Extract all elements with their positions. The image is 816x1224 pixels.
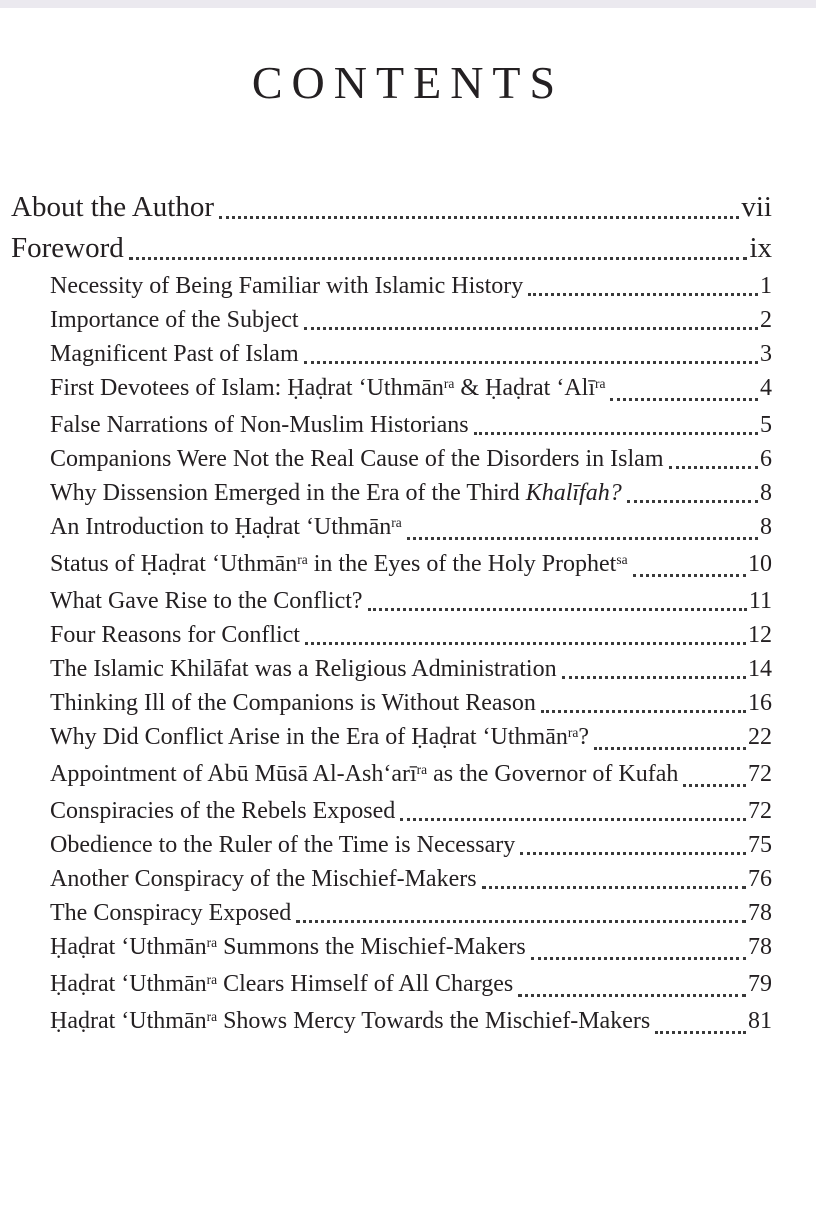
toc-entry xyxy=(50,967,772,1004)
toc-entry-label: An Introduction to Ḥaḍrat ‘Uthmān$^{ra}$ xyxy=(50,514,402,540)
dot-leader xyxy=(482,886,746,889)
superscript-honorific: sa xyxy=(616,552,628,568)
toc-entry xyxy=(50,828,772,862)
page-title: CONTENTS xyxy=(251,57,565,108)
dot-leader xyxy=(528,293,758,296)
dot-leader xyxy=(304,361,758,364)
toc-entry xyxy=(50,269,772,303)
toc-entry-label: Importance of the Subject xyxy=(50,307,299,333)
toc-entry-page: 78 xyxy=(748,900,772,926)
toc-entry xyxy=(50,618,772,652)
superscript-honorific: ra xyxy=(206,1009,218,1025)
toc-entry xyxy=(11,228,772,269)
toc-entry xyxy=(50,757,772,794)
toc-entry-label: Another Conspiracy of the Mischief-Makers xyxy=(50,866,477,892)
dot-leader xyxy=(400,818,746,821)
toc-entry-label: Necessity of Being Familiar with Islamic History xyxy=(50,273,524,299)
dot-leader xyxy=(627,500,758,503)
toc-entry-label: About the Author xyxy=(11,191,214,223)
dot-leader xyxy=(594,747,746,750)
toc-entry xyxy=(50,930,772,967)
superscript-honorific: ra xyxy=(391,515,402,531)
dot-leader xyxy=(129,257,748,260)
toc-entry xyxy=(50,476,772,510)
dot-leader xyxy=(304,327,758,330)
toc-entry-page: ix xyxy=(749,232,772,264)
toc-entry xyxy=(50,547,772,584)
toc-entry-label: Thinking Ill of the Companions is Without Reason xyxy=(50,690,536,716)
toc-entry-page: 5 xyxy=(760,412,772,438)
dot-leader xyxy=(368,608,747,611)
toc-entry-page: 76 xyxy=(748,866,772,892)
toc-entry-label: What Gave Rise to the Conflict? xyxy=(50,588,363,614)
toc-entry-page: 1 xyxy=(760,273,772,299)
toc-entry-page: 81 xyxy=(748,1008,772,1034)
dot-leader xyxy=(520,852,746,855)
superscript-honorific: ra xyxy=(206,972,218,988)
toc-entry xyxy=(50,1004,772,1041)
toc-entry xyxy=(50,896,772,930)
toc-entry-page: vii xyxy=(741,191,772,223)
toc-entry-label: Why Dissension Emerged in the Era of the Third Khalīfah? xyxy=(50,480,622,506)
dot-leader xyxy=(305,642,746,645)
toc-entry-page: 16 xyxy=(748,690,772,716)
toc-entry-label: Appointment of Abū Mūsā Al-Ash‘arī$^{ra}$ as the Governor of Kufah xyxy=(50,761,679,787)
toc-entry-page: 4 xyxy=(760,375,772,401)
toc-entry xyxy=(50,371,772,408)
toc-entry-page: 72 xyxy=(748,798,772,824)
toc-entry-page: 22 xyxy=(748,724,772,750)
toc-entry-label: Ḥaḍrat ‘Uthmān$^{ra}$ Clears Himself of All Charges xyxy=(50,971,514,997)
toc-entry-page: 2 xyxy=(760,307,772,333)
toc-entry-label: Obedience to the Ruler of the Time is Necessary xyxy=(50,832,516,858)
toc-entry-page: 78 xyxy=(748,934,772,960)
toc-entry-label: Ḥaḍrat ‘Uthmān$^{ra}$ Shows Mercy Towards the Mischief-Makers xyxy=(50,1008,651,1034)
toc-entry-page: 10 xyxy=(748,551,772,577)
superscript-honorific: ra xyxy=(594,376,606,392)
toc-entry-page: 79 xyxy=(748,971,772,997)
superscript-honorific: ra xyxy=(206,935,218,951)
dot-leader xyxy=(655,1031,746,1034)
toc-entry xyxy=(50,442,772,476)
toc-entry-label: Foreword xyxy=(11,232,124,264)
toc-entry-label: Ḥaḍrat ‘Uthmān$^{ra}$ Summons the Mischief-Makers xyxy=(50,934,526,960)
toc-entry-page: 75 xyxy=(748,832,772,858)
superscript-honorific: ra xyxy=(567,725,579,741)
dot-leader xyxy=(541,710,746,713)
toc-list xyxy=(11,187,772,1041)
dot-leader xyxy=(219,216,739,219)
toc-entry-page: 6 xyxy=(760,446,772,472)
toc-entry-label: Four Reasons for Conflict xyxy=(50,622,300,648)
toc-entry xyxy=(50,303,772,337)
toc-entry-label: Companions Were Not the Real Cause of the Disorders in Islam xyxy=(50,446,664,472)
scan-edge-band xyxy=(0,0,816,8)
toc-entry-label: Conspiracies of the Rebels Exposed xyxy=(50,798,396,824)
superscript-honorific: ra xyxy=(416,762,428,778)
dot-leader xyxy=(474,432,758,435)
toc-entry-page: 14 xyxy=(748,656,772,682)
superscript-honorific: ra xyxy=(297,552,308,568)
dot-leader xyxy=(633,574,746,577)
toc-entry-label: Status of Ḥaḍrat ‘Uthmān$^{ra}$ in the Eyes of the Holy Prophet$^{sa}$ xyxy=(50,551,628,577)
dot-leader xyxy=(610,398,758,401)
toc-entry-page: 12 xyxy=(748,622,772,648)
toc-entry-label: The Islamic Khilāfat was a Religious Administration xyxy=(50,656,557,682)
toc-entry xyxy=(11,187,772,228)
toc-entry xyxy=(50,408,772,442)
dot-leader xyxy=(296,920,746,923)
toc-entry xyxy=(50,686,772,720)
toc-entry xyxy=(50,337,772,371)
dot-leader xyxy=(407,537,758,540)
toc-entry-page: 8 xyxy=(760,514,772,540)
toc-entry xyxy=(50,794,772,828)
toc-entry-label: The Conspiracy Exposed xyxy=(50,900,292,926)
toc-entry-page: 8 xyxy=(760,480,772,506)
toc-entry xyxy=(50,720,772,757)
toc-entry xyxy=(50,862,772,896)
dot-leader xyxy=(562,676,746,679)
dot-leader xyxy=(683,784,746,787)
toc-entry-label: First Devotees of Islam: Ḥaḍrat ‘Uthmān$^{ra}$ & Ḥaḍrat ‘Alī$^{ra}$ xyxy=(50,375,606,401)
toc-entry-label: Why Did Conflict Arise in the Era of Ḥaḍrat ‘Uthmān$^{ra}$? xyxy=(50,724,589,750)
toc-entry-label: Magnificent Past of Islam xyxy=(50,341,299,367)
dot-leader xyxy=(518,994,746,997)
toc-entry-label: False Narrations of Non-Muslim Historians xyxy=(50,412,469,438)
toc-entry xyxy=(50,510,772,547)
toc-entry xyxy=(50,584,772,618)
toc-entry-page: 3 xyxy=(760,341,772,367)
toc-entry-page: 11 xyxy=(748,588,772,614)
dot-leader xyxy=(669,466,759,469)
superscript-honorific: ra xyxy=(443,376,455,392)
toc-entry xyxy=(50,652,772,686)
italic-term: Khalīfah? xyxy=(525,480,622,506)
dot-leader xyxy=(531,957,746,960)
toc-entry-page: 72 xyxy=(748,761,772,787)
